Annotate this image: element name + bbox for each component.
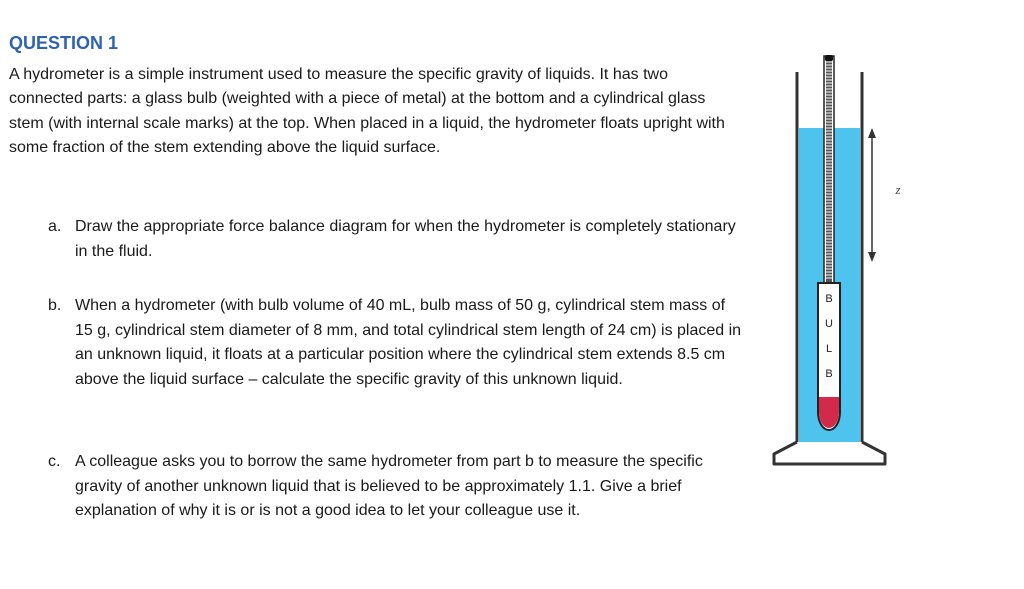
- bulb-letter: B: [825, 368, 833, 380]
- bulb-letter: B: [825, 293, 833, 305]
- bulb-weight: [819, 397, 839, 428]
- hydrometer-figure: [760, 40, 910, 470]
- part-text: A colleague asks you to borrow the same hydrometer from part b to measure the specific gravity of another unknown liquid that is believed to be approximately 1.1. Give a brief explanation of why it is or is not a good idea to let your colleague use it.: [75, 453, 703, 520]
- question-title: QUESTION 1: [9, 33, 119, 53]
- arrow-head-down: [868, 252, 876, 262]
- arrow-head-up: [868, 128, 876, 138]
- question-part-c: [48, 450, 748, 550]
- part-letter: c.: [48, 453, 61, 470]
- part-text: Draw the appropriate force balance diagram for when the hydrometer is completely stationary in the fluid.: [75, 218, 736, 260]
- stem-cap: [825, 55, 833, 61]
- cylinder-base: [774, 442, 885, 464]
- dimension-label: z: [895, 182, 901, 197]
- part-letter: a.: [48, 218, 62, 235]
- part-letter: b.: [48, 297, 62, 314]
- part-text: When a hydrometer (with bulb volume of 40 mL, bulb mass of 50 g, cylindrical stem mass of 15 g, cylindrical stem diameter of 8 mm, and total cylindrical stem length of 24 cm) is placed in an unknown liquid, it floats at a particular position where the cylindrical stem extends 8.5 cm above the liquid surface – calculate the specific gravity of this unknown liquid.: [75, 297, 742, 388]
- question-part-a: [48, 215, 748, 265]
- question-part-b: [48, 294, 748, 418]
- stem-scale: [826, 60, 832, 282]
- bulb-letter: L: [825, 343, 833, 355]
- bulb-letter: U: [825, 318, 833, 330]
- intro-paragraph: A hydrometer is a simple instrument used to measure the specific gravity of liquids. It has two connected parts: a glass bulb (weighted with a piece of metal) at the bottom and a cylindrical glass stem (with internal scale marks) at the top. When placed in a liquid, the hydrometer floats upright with some fraction of the stem extending above the liquid surface.: [9, 66, 725, 157]
